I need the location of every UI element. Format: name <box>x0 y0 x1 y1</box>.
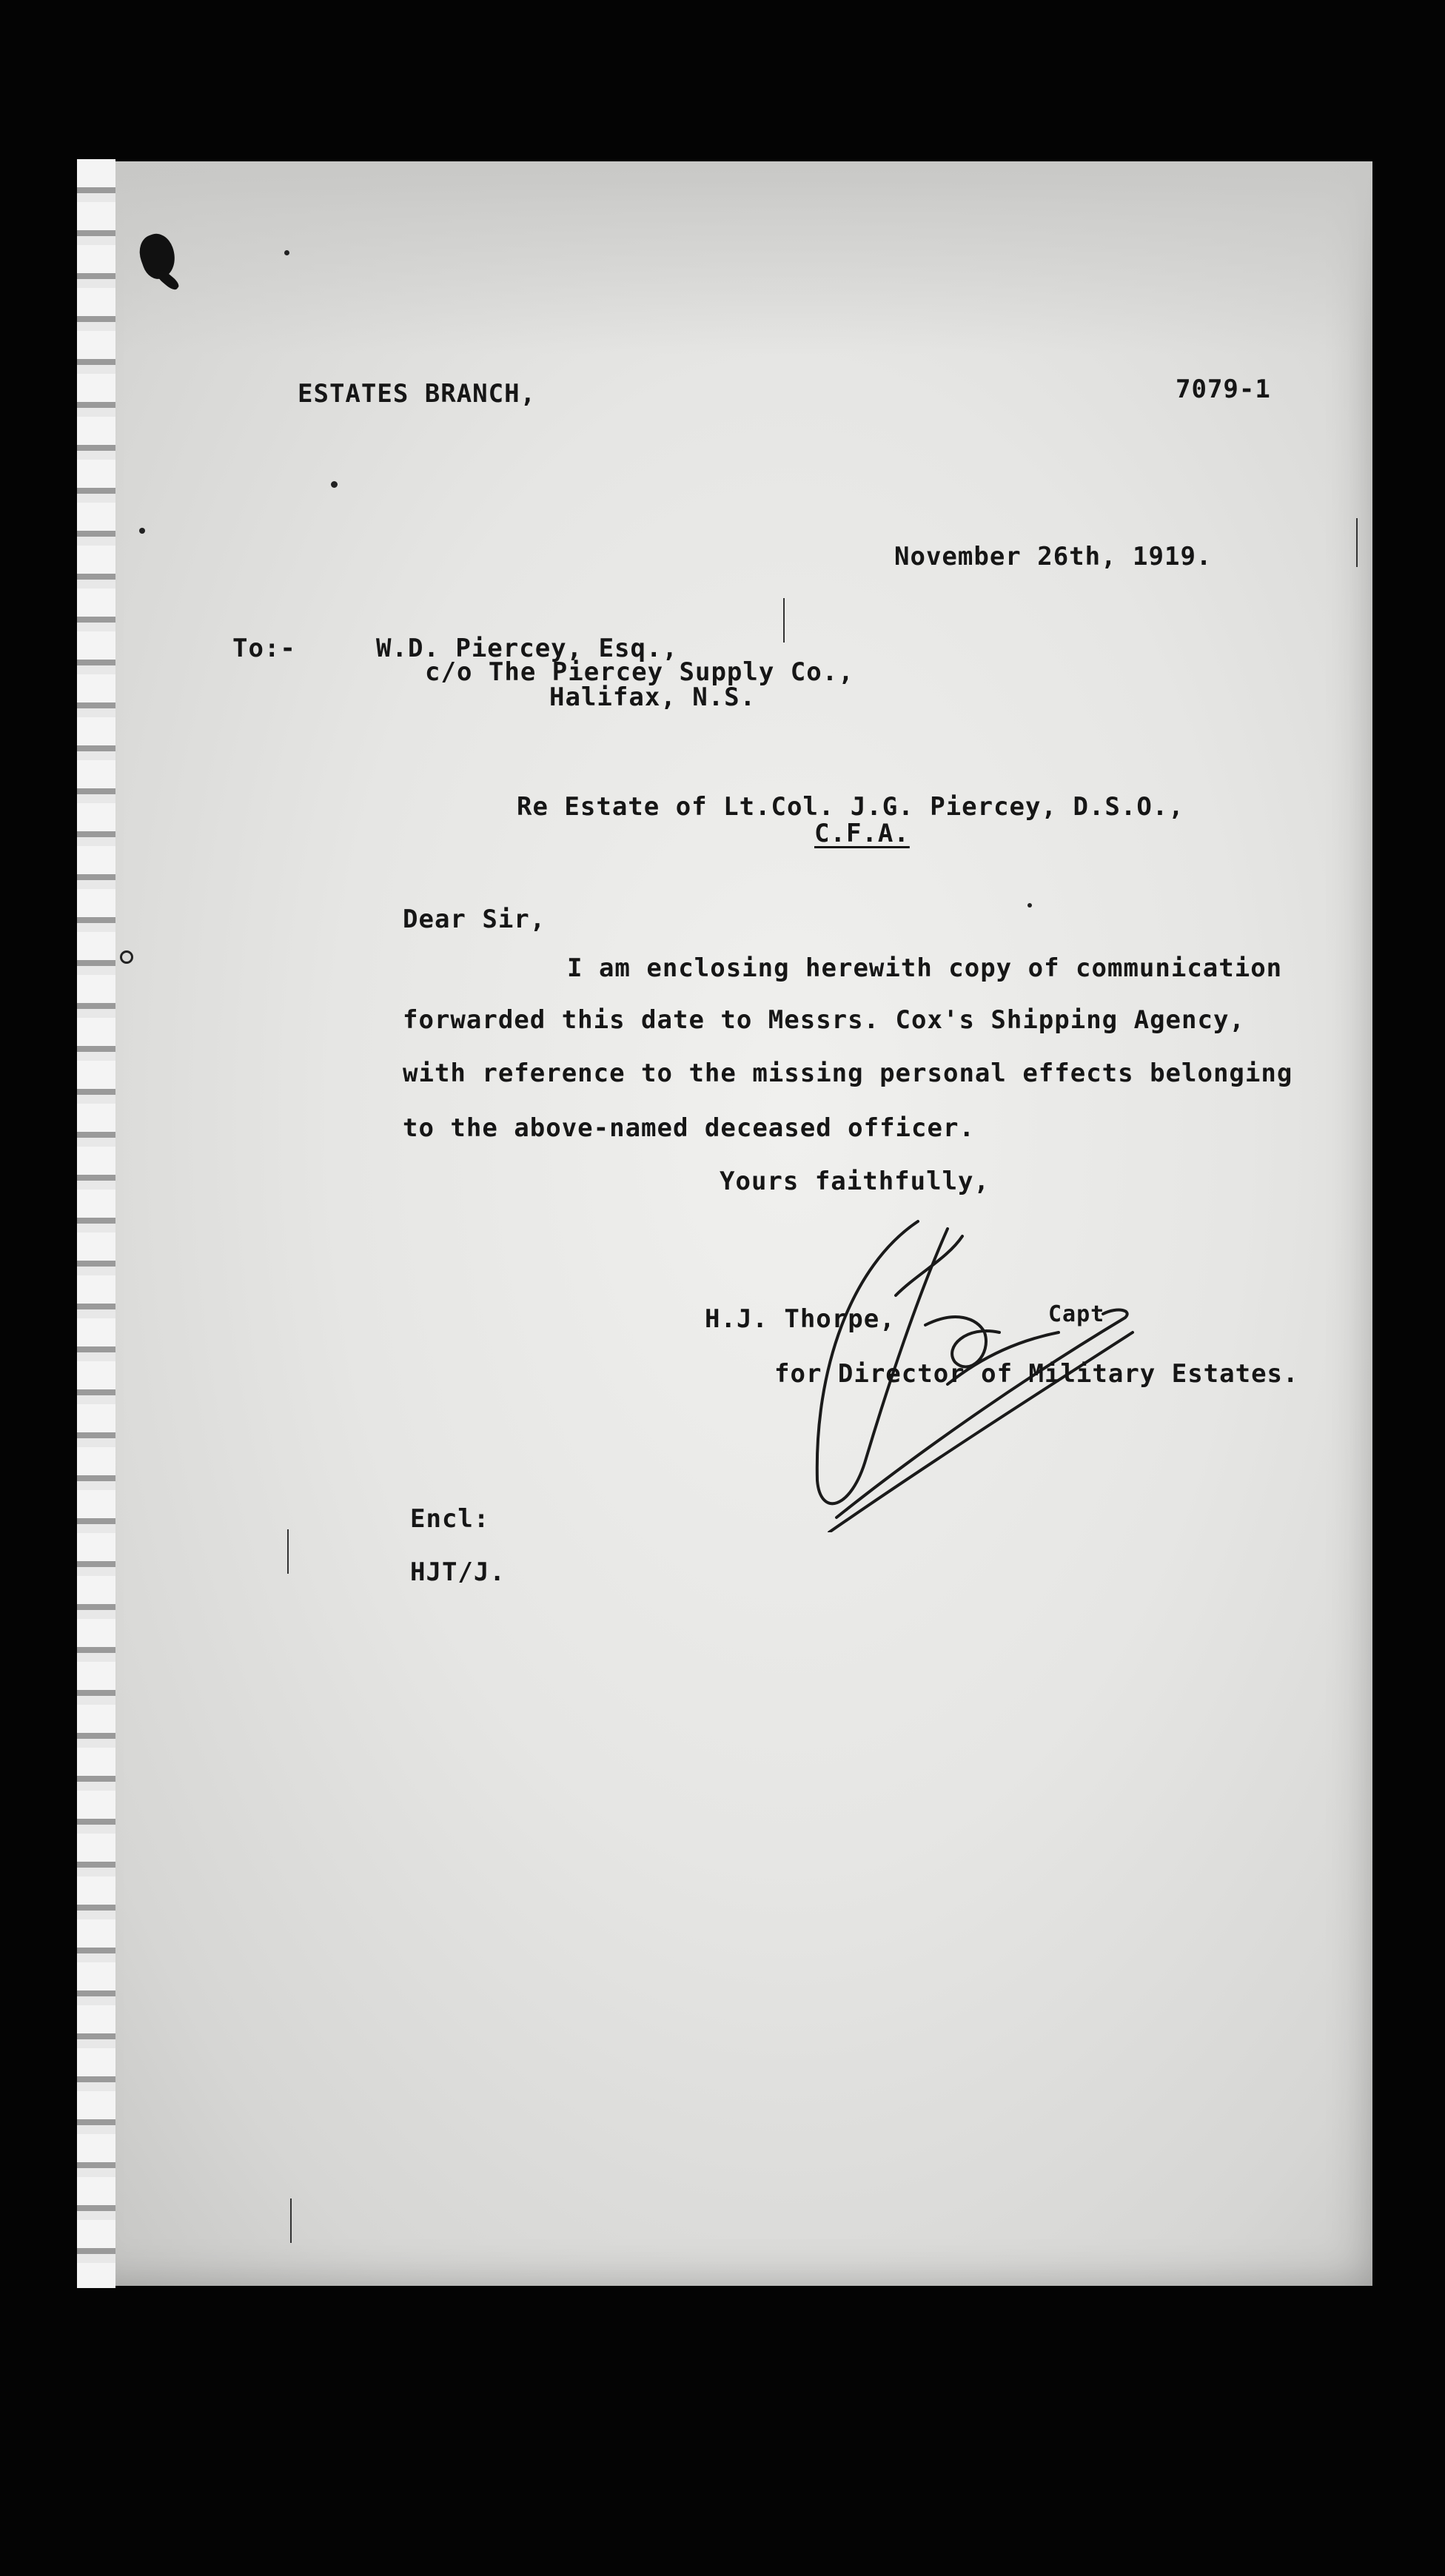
recipient-city: Halifax, N.S. <box>549 682 757 712</box>
speck <box>120 950 133 964</box>
speck <box>1027 903 1032 908</box>
signatory-name: H.J. Thorpe, <box>705 1304 896 1334</box>
reference-initials: HJT/J. <box>410 1557 506 1587</box>
binding-edge <box>77 159 115 2288</box>
salutation: Dear Sir, <box>403 905 546 934</box>
letter-date: November 26th, 1919. <box>894 542 1213 571</box>
enclosure-note: Encl: <box>410 1504 490 1534</box>
scratch <box>287 1529 289 1574</box>
signatory-title: for Director of Military Estates. <box>774 1359 1299 1389</box>
scratch <box>290 2198 292 2243</box>
recipient-company: c/o The Piercey Supply Co., <box>425 657 854 687</box>
department-heading: ESTATES BRANCH, <box>298 379 537 409</box>
closing: Yours faithfully, <box>720 1167 990 1196</box>
speck <box>331 481 338 488</box>
signatory-rank: Capt <box>1048 1301 1105 1327</box>
speck <box>139 528 145 534</box>
subject-line: Re Estate of Lt.Col. J.G. Piercey, D.S.O., <box>517 792 1184 822</box>
body-line-2: forwarded this date to Messrs. Cox's Shipping Agency, <box>403 1005 1245 1035</box>
scratch <box>1356 518 1358 567</box>
subject-unit: C.F.A. <box>814 819 910 848</box>
speck <box>284 250 289 255</box>
recipient-name: W.D. Piercey, Esq., <box>376 634 678 663</box>
body-line-1: I am enclosing herewith copy of communication <box>567 953 1283 983</box>
file-number: 7079-1 <box>1176 375 1271 404</box>
to-label: To:- <box>232 634 296 663</box>
body-line-4: to the above-named deceased officer. <box>403 1113 975 1143</box>
letter-sheet <box>77 161 1372 2286</box>
body-line-3: with reference to the missing personal effects belonging <box>403 1059 1293 1088</box>
scratch <box>783 598 785 643</box>
